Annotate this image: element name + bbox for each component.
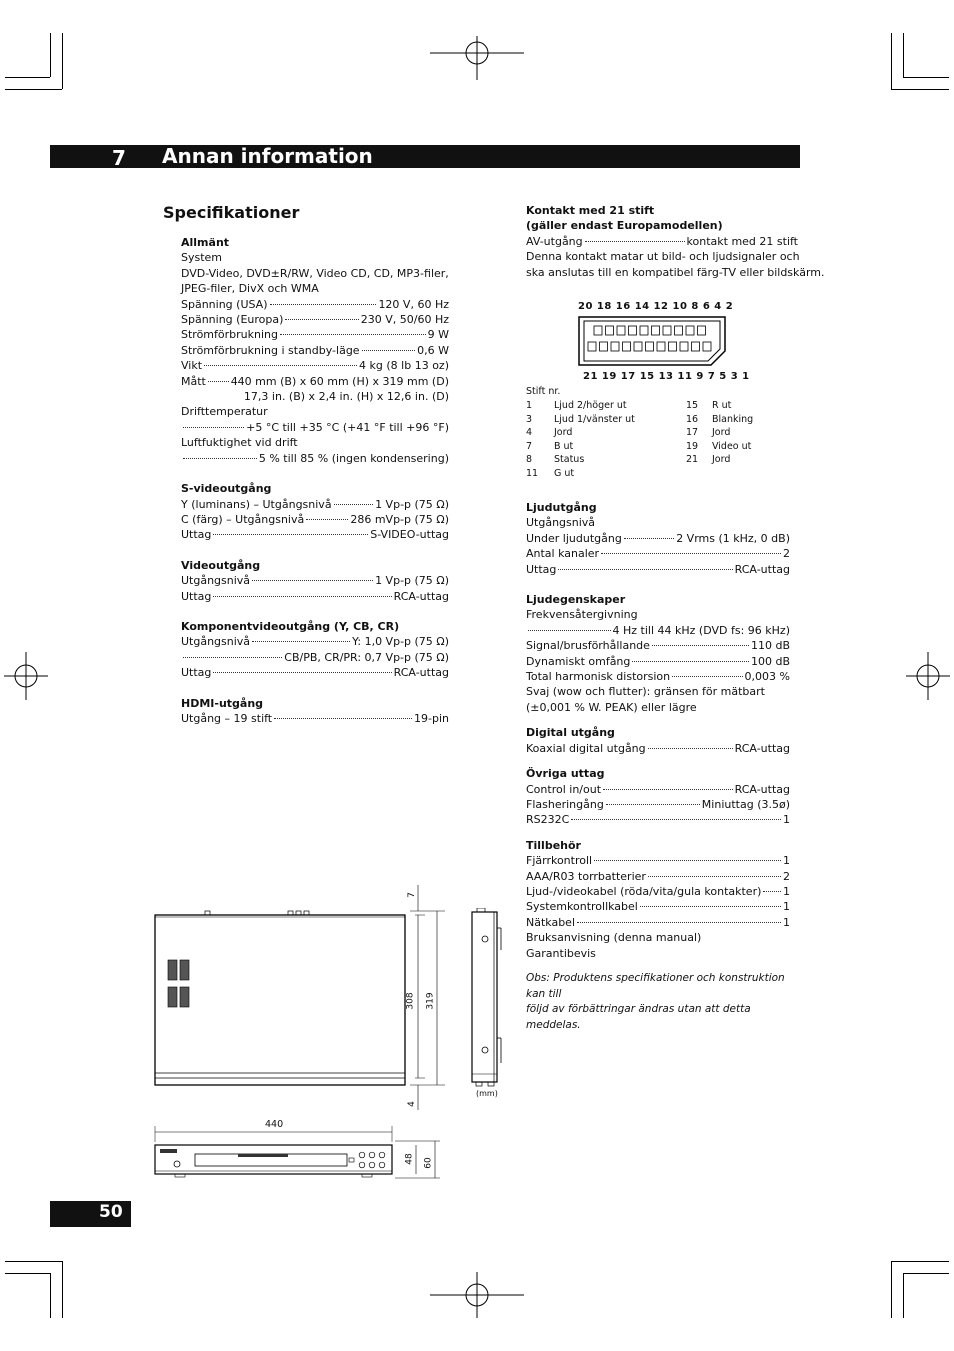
formats-line-1: DVD-Video, DVD±R/RW, Video CD, CD, MP3-filer,	[181, 266, 449, 280]
pin-cell: G ut	[554, 467, 575, 479]
audio-niva-label: Utgångsnivå	[526, 516, 596, 530]
spec-row: Dynamiskt omfång 100 dB	[526, 654, 790, 668]
pin-cell: B ut	[554, 440, 574, 452]
pin-cell: R ut	[712, 400, 732, 411]
top-view-drawing	[150, 885, 520, 1115]
scart-pin	[634, 342, 642, 351]
scart-pin	[606, 326, 614, 335]
tillbehor-item: Fjärrkontroll 1	[526, 854, 790, 868]
dim-mm: (mm)	[476, 1089, 498, 1098]
scart-pins-top: 20 18 16 14 12 10 8 6 4 2	[578, 301, 734, 312]
pin-row	[526, 426, 757, 440]
spec-row: Utgångsnivå Y: 1,0 Vp-p (75 Ω)	[181, 635, 449, 649]
scart-pins-bottom: 21 19 17 15 13 11 9 7 5 3 1	[583, 371, 750, 382]
spec-row: 17,3 in. (B) x 2,4 in. (H) x 12,6 in. (D)	[243, 390, 449, 404]
spec-row: RS232C 1	[526, 813, 790, 827]
scart-pin	[629, 326, 637, 335]
scart-pin	[600, 342, 608, 351]
tillbehor-item: Ljud-/videokabel (röda/vita/gula kontakter) 1	[526, 884, 790, 898]
scart-pin	[692, 342, 700, 351]
dim-4: 4	[406, 1101, 417, 1107]
scart-pin	[640, 326, 648, 335]
wow-line-2: (±0,001 % W. PEAK) eller lägre	[526, 700, 697, 714]
scart-pin	[698, 326, 706, 335]
spec-row: +5 °C till +35 °C (+41 °F till +96 °F)	[181, 420, 449, 435]
pin-cell: 4	[526, 427, 533, 438]
side-view-drawing	[466, 908, 506, 1088]
section-heading: Specifikationer	[163, 203, 300, 222]
pin-row	[526, 453, 757, 467]
chapter-title: Annan information	[162, 144, 373, 168]
spec-row: Utgång – 19 stift 19-pin	[181, 711, 449, 725]
spec-row: Uttag RCA-uttag	[181, 589, 449, 603]
spec-row: Y (luminans) – Utgångsnivå 1 Vp-p (75 Ω)	[181, 497, 449, 511]
scart-pin	[611, 342, 619, 351]
dim-308: 308	[405, 992, 416, 1010]
frekv-label: Frekvensåtergivning	[526, 608, 638, 622]
spec-row: CB/PB, CR/PR: 0,7 Vp-p (75 Ω)	[181, 650, 449, 665]
allmant-title: Allmänt	[181, 236, 230, 249]
pin-cell: Jord	[554, 427, 573, 438]
audio-title: Ljudutgång	[526, 501, 597, 514]
spec-row: Under ljudutgång 2 Vrms (1 kHz, 0 dB)	[526, 531, 790, 545]
registration-mark-left	[4, 652, 48, 700]
registration-mark-right	[906, 652, 950, 700]
pin-table	[526, 399, 757, 480]
svideo-title: S-videoutgång	[181, 482, 272, 496]
pin-cell: 8	[526, 454, 533, 465]
note-line-2: följd av förbättringar ändras utan att detta meddelas.	[526, 1003, 751, 1031]
right-spec-column-bottom	[526, 500, 790, 961]
tillbehor-item: AAA/R03 torrbatterier 2	[526, 869, 790, 883]
system-label: System	[181, 251, 223, 265]
scart-pin	[594, 326, 602, 335]
spec-row: 5 % till 85 % (ingen kondensering)	[181, 451, 449, 466]
pin-cell: 17	[686, 427, 699, 438]
spec-row: Strömförbrukning 9 W	[181, 328, 449, 342]
scart-pin	[617, 326, 625, 335]
pin-row	[526, 440, 757, 454]
pin-cell: 7	[526, 440, 533, 452]
dim-60: 60	[423, 1157, 434, 1169]
scart-connector-icon	[575, 315, 729, 367]
dim-440: 440	[265, 1119, 284, 1130]
spec-row: Uttag RCA-uttag	[526, 562, 790, 576]
scart-desc-1: Denna kontakt matar ut bild- och ljudsignaler och	[526, 250, 800, 264]
hdmi-title: HDMI-utgång	[181, 696, 264, 710]
pin-cell: Jord	[712, 454, 731, 465]
spec-row: Vikt 4 kg (8 lb 13 oz)	[181, 359, 449, 373]
scart-pin	[663, 326, 671, 335]
right-spec-column-top	[526, 203, 825, 280]
left-spec-column	[181, 235, 449, 726]
video-title: Videoutgång	[181, 558, 261, 572]
wow-line-1: Svaj (wow och flutter): gränsen för mätbart	[526, 685, 765, 699]
pin-row	[526, 399, 757, 413]
spec-row: Spänning (USA) 120 V, 60 Hz	[181, 297, 449, 311]
tillbehor-extra-1: Bruksanvisning (denna manual)	[526, 931, 702, 945]
scart-pin	[669, 342, 677, 351]
dim-319: 319	[425, 992, 436, 1010]
scart-pin	[652, 326, 660, 335]
scart-pin	[680, 342, 688, 351]
scart-pin	[623, 342, 631, 351]
spec-row: Koaxial digital utgång RCA-uttag	[526, 741, 790, 755]
pin-cell: Status	[554, 454, 585, 465]
tillbehor-title: Tillbehör	[526, 838, 581, 852]
note-line-1: Obs: Produktens specifikationer och konstruktion kan till	[526, 972, 785, 1000]
spec-row: 4 Hz till 44 kHz (DVD fs: 96 kHz)	[526, 623, 790, 638]
spec-row: Antal kanaler 2	[526, 547, 790, 561]
spec-row: AV-utgång kontakt med 21 stift	[526, 234, 798, 248]
spec-note	[526, 971, 798, 1033]
scart-pin	[686, 326, 694, 335]
pin-row	[526, 467, 757, 481]
scart-pin	[646, 342, 654, 351]
digital-title: Digital utgång	[526, 726, 615, 740]
page-number: 50	[99, 1202, 123, 1222]
pin-cell: 21	[686, 454, 699, 465]
tillbehor-item: Systemkontrollkabel 1	[526, 900, 790, 914]
ovriga-title: Övriga uttag	[526, 767, 605, 781]
pin-cell: 15	[686, 400, 699, 411]
ljud-title: Ljudegenskaper	[526, 593, 626, 607]
spec-row: Flasheringång Miniuttag (3.5ø)	[526, 797, 790, 811]
registration-mark-bottom	[430, 1272, 524, 1318]
pin-cell: 19	[686, 440, 699, 452]
spec-row: Uttag S-VIDEO-uttag	[181, 528, 449, 542]
chapter-number: 7	[112, 146, 126, 170]
pin-cell: 16	[686, 413, 699, 425]
scart-pin	[588, 342, 596, 351]
formats-line-2: JPEG-filer, DivX och WMA	[181, 282, 319, 296]
spec-row: Control in/out RCA-uttag	[526, 782, 790, 796]
spec-row: C (färg) – Utgångsnivå 286 mVp-p (75 Ω)	[181, 512, 449, 526]
scart-pin	[703, 342, 711, 351]
dim-48: 48	[404, 1153, 415, 1165]
pin-cell	[712, 467, 757, 481]
scart-desc-2: ska anslutas till en kompatibel färg-TV eller bildskärm.	[526, 265, 825, 279]
tillbehor-extra-2: Garantibevis	[526, 946, 596, 960]
component-title: Komponentvideoutgång (Y, CB, CR)	[181, 619, 400, 633]
spec-row: Signal/brusförhållande 110 dB	[526, 639, 790, 653]
stift-nr-label: Stift nr.	[526, 386, 561, 397]
pin-cell: Jord	[712, 427, 731, 438]
spec-row: Mått 440 mm (B) x 60 mm (H) x 319 mm (D)	[181, 374, 449, 388]
luftfukt-label: Luftfuktighet vid drift	[181, 436, 298, 450]
tillbehor-item: Nätkabel 1	[526, 915, 790, 929]
pin-cell: 11	[526, 467, 539, 479]
scart-pin	[675, 326, 683, 335]
spec-row: Utgångsnivå 1 Vp-p (75 Ω)	[181, 574, 449, 588]
tillbehor-list	[526, 853, 790, 930]
spec-row: Spänning (Europa) 230 V, 50/60 Hz	[181, 313, 449, 327]
scart-title-1: Kontakt med 21 stift	[526, 204, 655, 217]
dim-7: 7	[406, 892, 417, 898]
pin-cell: 1	[526, 400, 533, 411]
scart-title-2: (gäller endast Europamodellen)	[526, 219, 723, 233]
pin-cell: Blanking	[712, 413, 754, 425]
spec-row: Uttag RCA-uttag	[181, 666, 449, 680]
pin-cell: Video ut	[712, 440, 752, 452]
scart-pin	[657, 342, 665, 351]
pin-row	[526, 413, 757, 427]
pin-cell	[686, 467, 712, 481]
drifttemp-label: Drifttemperatur	[181, 405, 268, 419]
registration-mark-top	[430, 36, 524, 80]
spec-row: Strömförbrukning i standby-läge 0,6 W	[181, 343, 449, 357]
pin-cell: 3	[526, 413, 533, 425]
spec-row: Total harmonisk distorsion 0,003 %	[526, 670, 790, 684]
pin-cell: Ljud 2/höger ut	[554, 400, 627, 411]
pin-cell: Ljud 1/vänster ut	[554, 413, 635, 425]
